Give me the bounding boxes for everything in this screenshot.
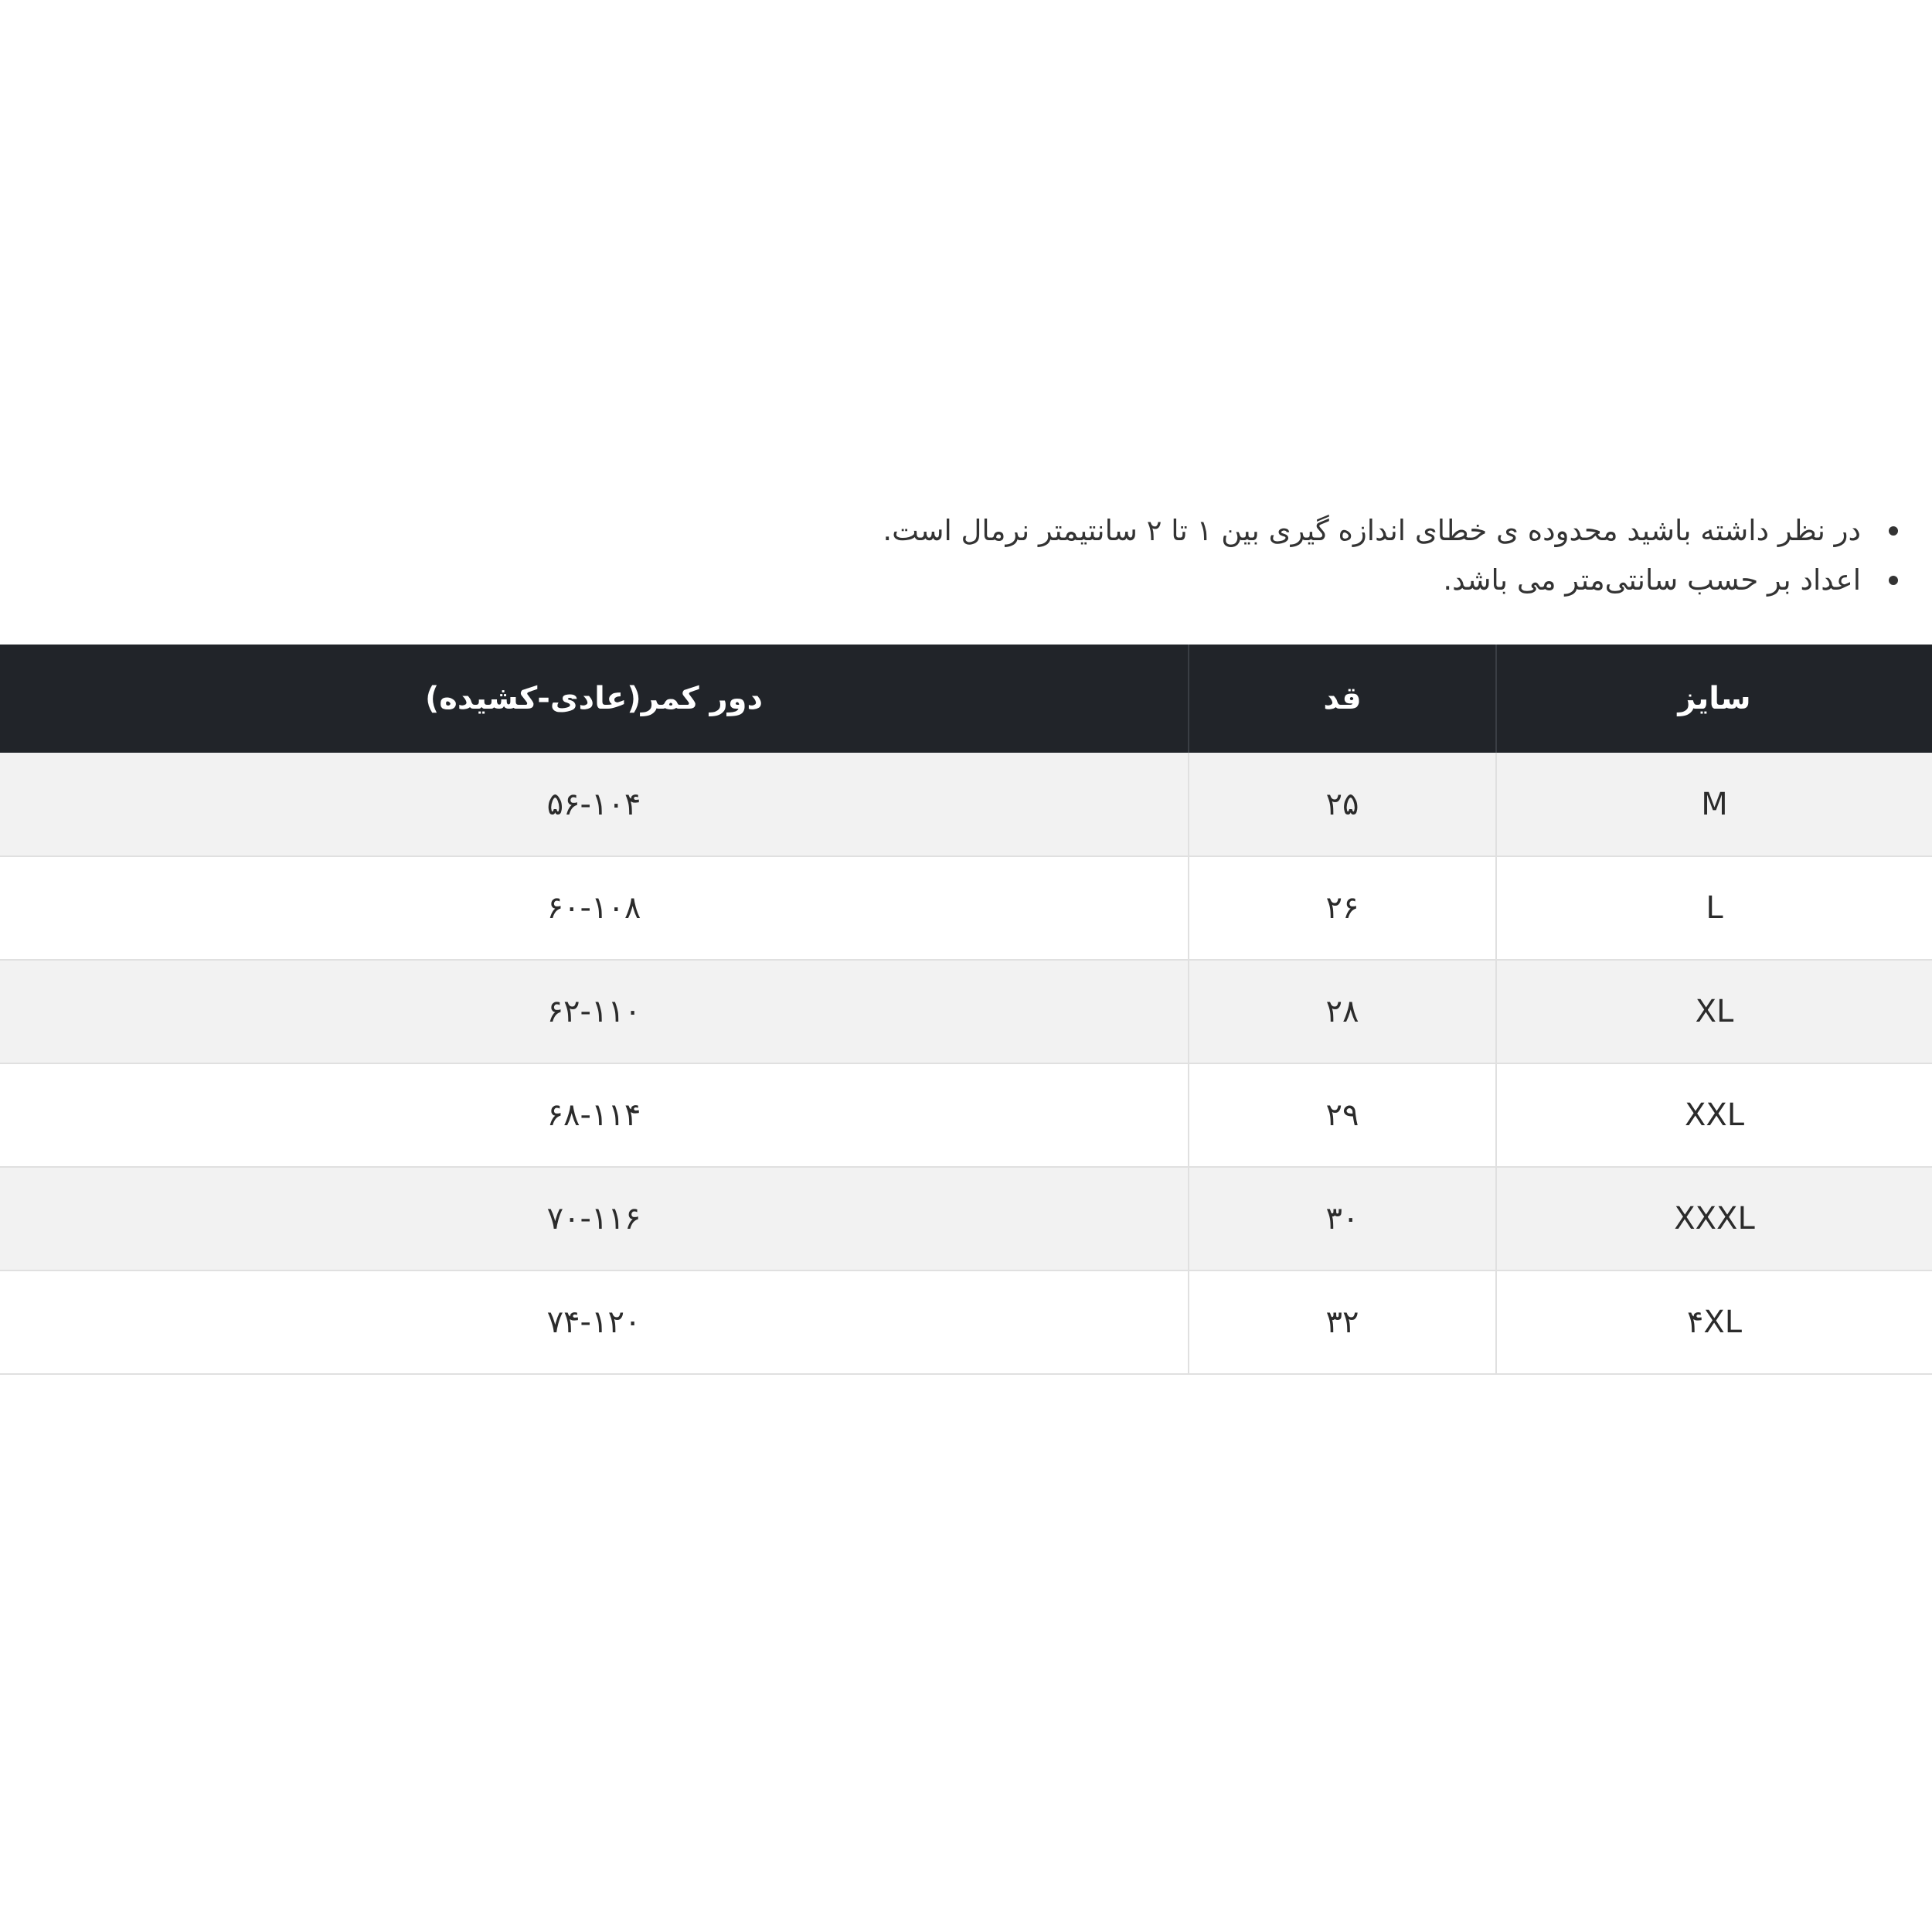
note-item (883, 506, 1904, 556)
header-row (0, 645, 1932, 753)
cell-waist: ۷۴-۱۲۰ (546, 1304, 641, 1340)
table-row (0, 753, 1932, 856)
cell-size: ۴XL (1496, 1270, 1932, 1374)
bullet-icon (1889, 526, 1898, 536)
header-size: سایز (1496, 645, 1932, 753)
cell-height: ۲۵ (1189, 753, 1496, 856)
table-row (0, 1167, 1932, 1270)
size-table (0, 645, 1932, 1375)
table-row (0, 856, 1932, 960)
cell-size: XXXL (1496, 1167, 1932, 1270)
cell-size: L (1496, 856, 1932, 960)
cell-height: ۳۲ (1189, 1270, 1496, 1374)
cell-waist: ۵۶-۱۰۴ (546, 786, 641, 822)
cell-waist: ۶۲-۱۱۰ (546, 994, 641, 1029)
cell-height: ۲۶ (1189, 856, 1496, 960)
cell-size: XL (1496, 960, 1932, 1063)
cell-height: ۲۹ (1189, 1063, 1496, 1167)
cell-waist: ۶۸-۱۱۴ (546, 1097, 641, 1133)
table-row (0, 960, 1932, 1063)
header-height: قد (1189, 645, 1496, 753)
cell-size: XXL (1496, 1063, 1932, 1167)
table-header (0, 645, 1932, 753)
note-item (883, 556, 1904, 605)
header-waist: دور کمر(عادی-کشیده) (424, 681, 763, 716)
cell-height: ۲۸ (1189, 960, 1496, 1063)
note-text: در نظر داشته باشید محدوده ی خطای اندازه گیری بین ۱ تا ۲ سانتیمتر نرمال است. (883, 514, 1861, 547)
notes-list (883, 506, 1904, 605)
table-body (0, 753, 1932, 1374)
cell-waist: ۷۰-۱۱۶ (546, 1201, 641, 1236)
bullet-icon (1889, 576, 1898, 585)
cell-size: M (1496, 753, 1932, 856)
table-row (0, 1063, 1932, 1167)
table-row (0, 1270, 1932, 1374)
cell-waist: ۶۰-۱۰۸ (546, 890, 641, 926)
note-text: اعداد بر حسب سانتی‌متر می باشد. (1443, 563, 1861, 597)
cell-height: ۳۰ (1189, 1167, 1496, 1270)
